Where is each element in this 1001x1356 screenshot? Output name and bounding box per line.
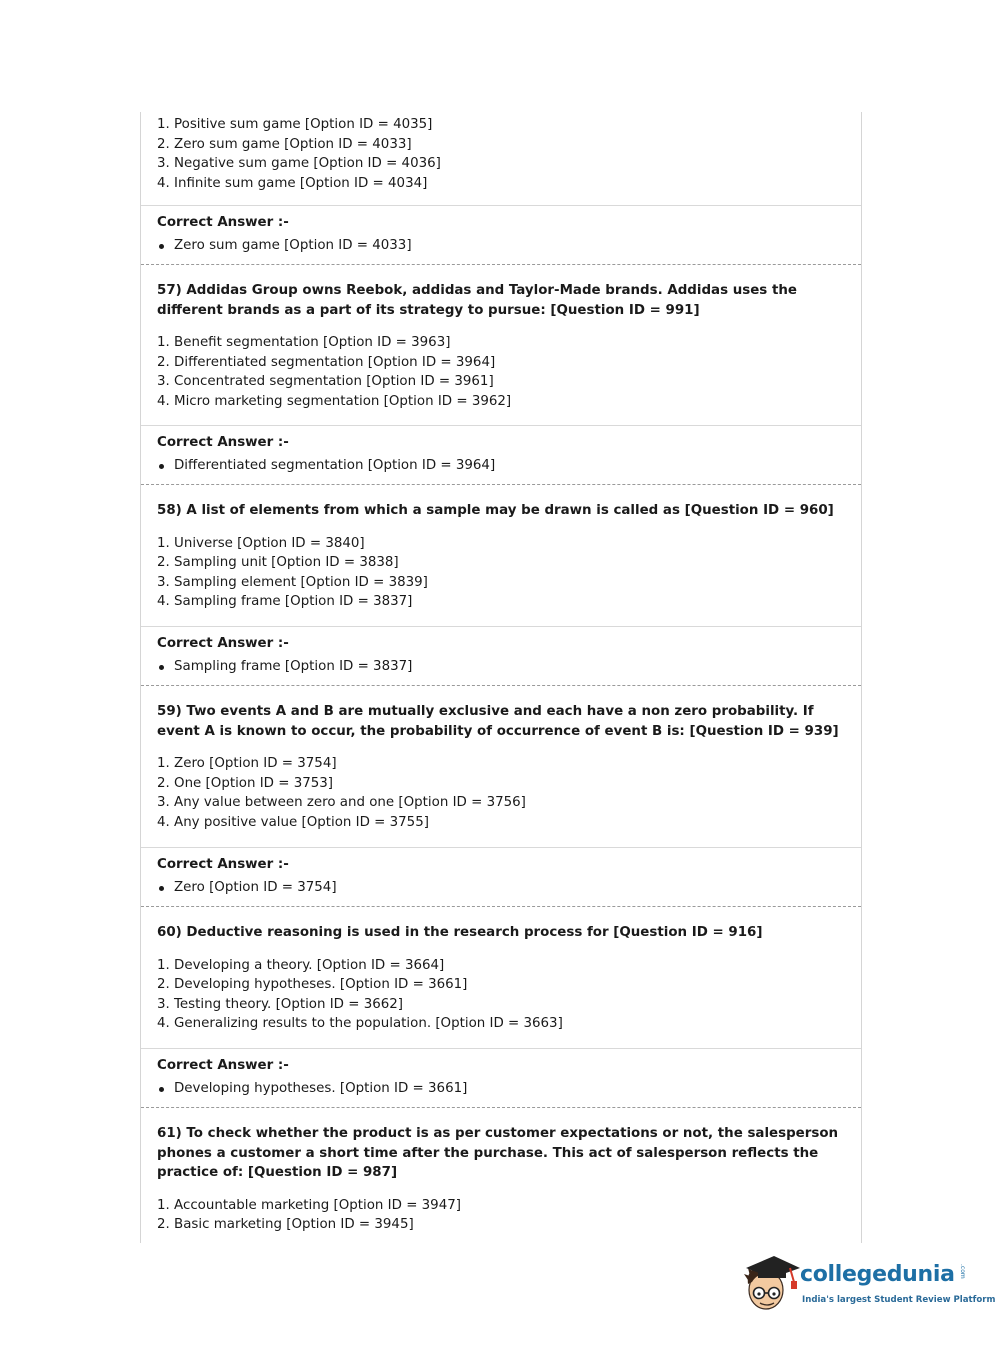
correct-answer-title: Correct Answer :- — [157, 215, 289, 230]
option-item: 2. Zero sum game [Option ID = 4033] — [157, 136, 412, 152]
option-item: 4. Infinite sum game [Option ID = 4034] — [157, 175, 428, 191]
option-item: 2. Developing hypotheses. [Option ID = 3661] — [157, 977, 468, 993]
option-item: 2. Differentiated segmentation [Option ID = 3964] — [157, 354, 496, 370]
option-item: 3. Any value between zero and one [Option ID = 3756] — [157, 795, 526, 811]
option-list — [157, 1196, 845, 1235]
question-57 — [141, 265, 861, 425]
option-item: 3. Negative sum game [Option ID = 4036] — [157, 156, 441, 172]
logo-wordmark: collegedunia — [800, 1262, 955, 1287]
correct-answer-59 — [141, 848, 861, 906]
option-list — [157, 534, 845, 612]
collegedunia-logo — [740, 1248, 996, 1318]
bullet-icon — [157, 236, 174, 256]
option-item: 3. Testing theory. [Option ID = 3662] — [157, 996, 404, 1012]
bullet-icon — [157, 1079, 174, 1099]
option-item: 1. Benefit segmentation [Option ID = 3963] — [157, 335, 451, 351]
question-text: 57) Addidas Group owns Reebok, addidas and Taylor-Made brands. Addidas uses the different brands as a part of its strategy to pursue: [Question ID = 991] — [157, 283, 797, 318]
prev-question-options — [141, 112, 861, 205]
option-item: 3. Sampling element [Option ID = 3839] — [157, 574, 428, 590]
question-text: 61) To check whether the product is as per customer expectations or not, the salesperson phones a customer a short time after the purchase. This act of salesperson reflects the practice of: [Question ID = 987] — [157, 1126, 839, 1181]
option-list — [157, 333, 845, 411]
correct-answer-item — [157, 1079, 845, 1099]
correct-answer-text: Zero sum game [Option ID = 4033] — [174, 237, 412, 253]
prev-correct-answer — [141, 206, 861, 264]
option-item: 1. Accountable marketing [Option ID = 3947] — [157, 1197, 461, 1213]
correct-answer-57 — [141, 426, 861, 484]
correct-answer-title: Correct Answer :- — [157, 435, 289, 450]
bullet-icon — [157, 657, 174, 677]
correct-answer-text: Developing hypotheses. [Option ID = 3661] — [174, 1080, 468, 1096]
option-item: 4. Sampling frame [Option ID = 3837] — [157, 594, 413, 610]
question-text: 58) A list of elements from which a sample may be drawn is called as [Question ID = 960] — [157, 503, 834, 518]
correct-answer-60 — [141, 1049, 861, 1107]
question-60 — [141, 907, 861, 1048]
option-item: 1. Zero [Option ID = 3754] — [157, 756, 337, 772]
logo-suffix: .com — [959, 1264, 966, 1279]
option-item: 3. Concentrated segmentation [Option ID = 3961] — [157, 374, 494, 390]
bullet-icon — [157, 456, 174, 476]
correct-answer-item — [157, 657, 845, 677]
option-item: 4. Micro marketing segmentation [Option ID = 3962] — [157, 393, 512, 409]
option-item: 2. Sampling unit [Option ID = 3838] — [157, 555, 399, 571]
exam-paper — [140, 112, 862, 1243]
question-59 — [141, 686, 861, 847]
option-item: 1. Developing a theory. [Option ID = 3664] — [157, 957, 445, 973]
logo-tagline: India's largest Student Review Platform — [802, 1295, 996, 1305]
correct-answer-title: Correct Answer :- — [157, 857, 289, 872]
correct-answer-text: Zero [Option ID = 3754] — [174, 879, 337, 895]
option-item: 4. Any positive value [Option ID = 3755] — [157, 814, 429, 830]
correct-answer-text: Sampling frame [Option ID = 3837] — [174, 658, 413, 674]
correct-answer-item — [157, 878, 845, 898]
bullet-icon — [157, 878, 174, 898]
correct-answer-title: Correct Answer :- — [157, 1058, 289, 1073]
option-list — [157, 956, 845, 1034]
option-item: 1. Positive sum game [Option ID = 4035] — [157, 117, 433, 132]
option-item: 1. Universe [Option ID = 3840] — [157, 535, 365, 551]
option-item: 4. Generalizing results to the population. [Option ID = 3663] — [157, 1016, 563, 1032]
option-item: 2. Basic marketing [Option ID = 3945] — [157, 1217, 414, 1233]
correct-answer-item — [157, 236, 845, 256]
question-text: 60) Deductive reasoning is used in the research process for [Question ID = 916] — [157, 925, 763, 940]
correct-answer-text: Differentiated segmentation [Option ID = 3964] — [174, 457, 496, 473]
option-item: 2. One [Option ID = 3753] — [157, 775, 334, 791]
option-list — [157, 754, 845, 832]
mascot-icon — [740, 1248, 802, 1318]
question-61 — [141, 1108, 861, 1235]
correct-answer-58 — [141, 627, 861, 685]
correct-answer-title: Correct Answer :- — [157, 636, 289, 651]
correct-answer-item — [157, 456, 845, 476]
question-text: 59) Two events A and B are mutually exclusive and each have a non zero probability. If event A is known to occur, the probability of occurrence of event B is: [Question ID = 939] — [157, 704, 839, 739]
question-58 — [141, 485, 861, 626]
